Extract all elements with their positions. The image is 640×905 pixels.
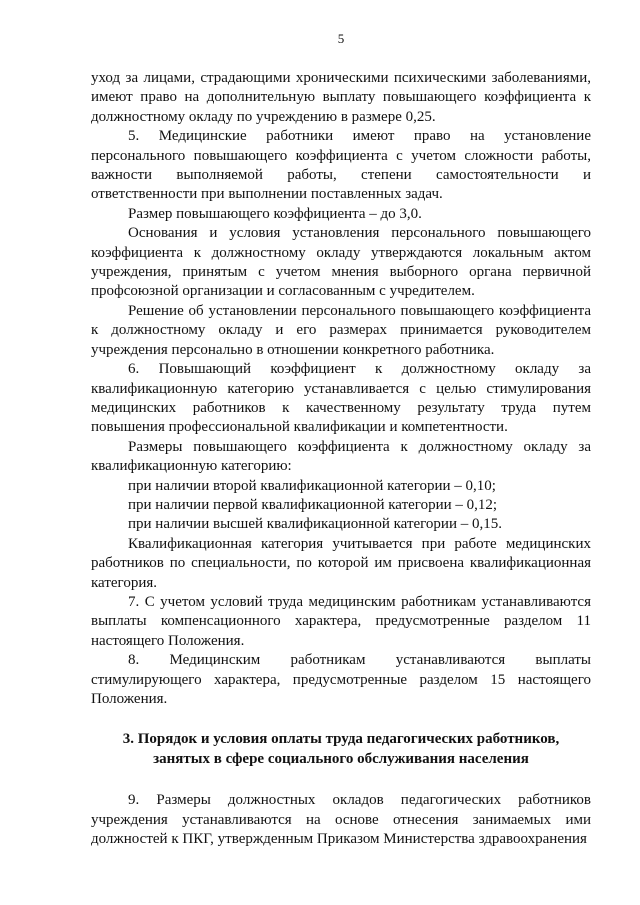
paragraph: 7. С учетом условий труда медицинским работникам устанавливаются выплаты компенсационного характера, предусмотренные разделом 11 настоящего Положения.: [91, 593, 591, 649]
paragraphs-after-heading: [91, 791, 591, 849]
paragraph: при наличии первой квалификационной категории – 0,12;: [128, 496, 498, 513]
paragraph: Квалификационная категория учитывается при работе медицинских работников по специальности, по которой им присвоена квалификационная категория.: [91, 535, 591, 591]
paragraphs-before-heading: [91, 69, 591, 709]
section-heading-line-2: занятых в сфере социального обслуживания населения: [153, 750, 529, 767]
paragraph: 5. Медицинские работники имеют право на установление персонального повышающего коэффициента с учетом сложности работы, важности выполняемой работы, степени самостоятельности и ответственности при выполнении поставленных задач.: [91, 128, 591, 203]
paragraph: 9. Размеры должностных окладов педагогических работников учреждения устанавливаются на основе отнесения занимаемых ими должностей к ПКГ, утвержденным Приказом Министерства здравоохранения: [91, 792, 591, 848]
paragraph: Основания и условия установления персонального повышающего коэффициента к должностному окладу утверждаются локальным актом учреждения, принятым с учетом мнения выборного органа первичной профсоюзной организации и согласованным с учредителем.: [91, 225, 591, 300]
page-number: 5: [337, 31, 345, 46]
paragraph: Размеры повышающего коэффициента к должностному окладу за квалификационную категорию:: [91, 438, 591, 475]
document-body: [91, 69, 591, 849]
paragraph: 8. Медицинским работникам устанавливаются выплаты стимулирующего характера, предусмотренные разделом 15 настоящего Положения.: [91, 652, 591, 707]
paragraph: при наличии второй квалификационной категории – 0,10;: [128, 477, 496, 494]
paragraph: Решение об установлении персонального повышающего коэффициента к должностному окладу и его размерах принимается руководителем учреждения персонально в отношении конкретного работника.: [91, 302, 591, 358]
paragraph: 6. Повышающий коэффициент к должностному окладу за квалификационную категорию устанавливается с целью стимулирования медицинских работников к качественному результату труда путем повышения профессиональной квалификации и компетентности.: [91, 361, 591, 436]
paragraph: при наличии высшей квалификационной категории – 0,15.: [128, 516, 502, 533]
section-heading: [91, 730, 591, 769]
paragraph: уход за лицами, страдающими хроническими психическими заболеваниями, имеют право на дополнительную выплату повышающего коэффициента к должностному окладу по учреждению в размере 0,25.: [91, 70, 591, 125]
section-heading-line-1: 3. Порядок и условия оплаты труда педагогических работников,: [122, 731, 560, 748]
paragraph: Размер повышающего коэффициента – до 3,0.: [128, 205, 422, 222]
